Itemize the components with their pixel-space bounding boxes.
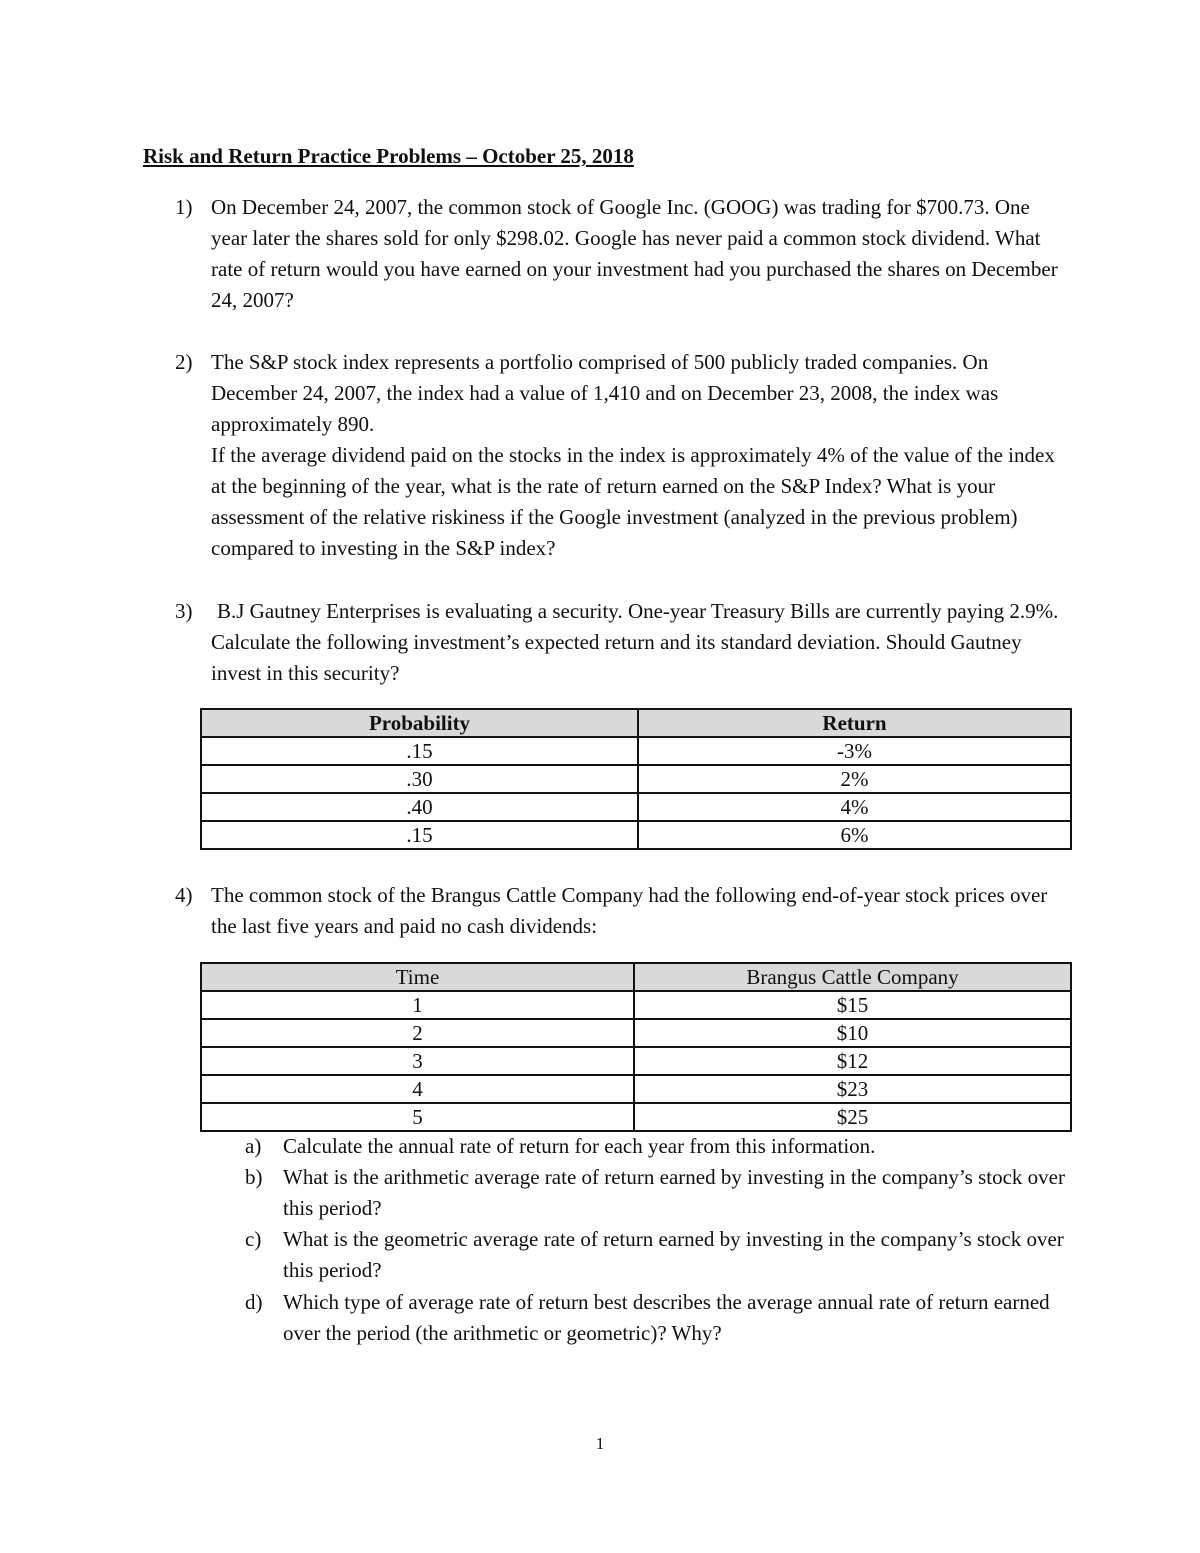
problem-text: The S&P stock index represents a portfolio comprised of 500 publicly traded companies. On December 24, 2007, the index had a value of 1,410 and on December 23, 2008, the index was approximately 890. bbox=[211, 350, 999, 436]
cell-time: 3 bbox=[201, 1047, 634, 1075]
subquestion-text: Calculate the annual rate of return for each year from this information. bbox=[283, 1134, 876, 1158]
subquestion-label: c) bbox=[245, 1227, 262, 1251]
problem-1 bbox=[175, 192, 1061, 316]
table-row bbox=[201, 1103, 1071, 1131]
cell-probability: .30 bbox=[201, 765, 638, 793]
cell-return: 6% bbox=[638, 821, 1071, 849]
problem-text: The common stock of the Brangus Cattle Company had the following end-of-year stock prices over the last five years and paid no cash dividends: bbox=[211, 883, 1048, 938]
subquestion-label: d) bbox=[245, 1290, 263, 1314]
cell-price: $15 bbox=[634, 991, 1071, 1019]
cell-probability: .15 bbox=[201, 821, 638, 849]
table-row bbox=[201, 821, 1071, 849]
cell-probability: .15 bbox=[201, 737, 638, 765]
cell-return: 4% bbox=[638, 793, 1071, 821]
document-title: Risk and Return Practice Problems – October 25, 2018 bbox=[143, 144, 634, 168]
subquestion-label: b) bbox=[245, 1165, 263, 1189]
subquestion-a bbox=[245, 1131, 1073, 1162]
table-header-row bbox=[201, 963, 1071, 991]
cell-price: $25 bbox=[634, 1103, 1071, 1131]
table-row bbox=[201, 1075, 1071, 1103]
subquestion-c bbox=[245, 1224, 1073, 1286]
table-header-row bbox=[201, 709, 1071, 737]
header-probability: Probability bbox=[201, 709, 638, 737]
subquestion-d bbox=[245, 1287, 1073, 1349]
table-row bbox=[201, 793, 1071, 821]
subquestion-b bbox=[245, 1162, 1073, 1224]
problem-4 bbox=[175, 880, 1071, 942]
cell-price: $23 bbox=[634, 1075, 1071, 1103]
cell-probability: .40 bbox=[201, 793, 638, 821]
cell-time: 5 bbox=[201, 1103, 634, 1131]
problem-number: 2) bbox=[175, 350, 193, 374]
stock-price-table bbox=[200, 962, 1072, 1132]
header-time: Time bbox=[201, 963, 634, 991]
cell-time: 4 bbox=[201, 1075, 634, 1103]
table-row bbox=[201, 991, 1071, 1019]
problem-text-continued: If the average dividend paid on the stocks in the index is approximately 4% of the value of the index at the beginning of the year, what is the rate of return earned on the S&P Index? What is your assessment of the relative riskiness if the Google investment (analyzed in the previous problem) compared to investing in the S&P index? bbox=[211, 443, 1055, 560]
table-row bbox=[201, 1047, 1071, 1075]
cell-return: 2% bbox=[638, 765, 1071, 793]
problem-text: B.J Gautney Enterprises is evaluating a security. One-year Treasury Bills are currently paying 2.9%. Calculate the following investment’s expected return and its standard deviation. Should Gautney invest in this security? bbox=[211, 599, 1059, 685]
cell-price: $12 bbox=[634, 1047, 1071, 1075]
problem-text: On December 24, 2007, the common stock of Google Inc. (GOOG) was trading for $700.73. One year later the shares sold for only $298.02. Google has never paid a common stock dividend. What rate of return would you have earned on your investment had you purchased the shares on December 24, 2007? bbox=[211, 195, 1058, 312]
table-row bbox=[201, 737, 1071, 765]
problem-number: 1) bbox=[175, 195, 193, 219]
cell-price: $10 bbox=[634, 1019, 1071, 1047]
header-return: Return bbox=[638, 709, 1071, 737]
probability-return-table bbox=[200, 708, 1072, 850]
problem-2 bbox=[175, 347, 1071, 564]
subquestion-text: What is the geometric average rate of return earned by investing in the company’s stock over this period? bbox=[283, 1227, 1064, 1282]
table-row bbox=[201, 765, 1071, 793]
subquestion-text: Which type of average rate of return best describes the average annual rate of return earned over the period (the arithmetic or geometric)? Why? bbox=[283, 1290, 1050, 1345]
problem-3 bbox=[175, 596, 1071, 689]
subquestion-label: a) bbox=[245, 1134, 262, 1158]
table-row bbox=[201, 1019, 1071, 1047]
cell-return: -3% bbox=[638, 737, 1071, 765]
cell-time: 1 bbox=[201, 991, 634, 1019]
header-company: Brangus Cattle Company bbox=[634, 963, 1071, 991]
cell-time: 2 bbox=[201, 1019, 634, 1047]
problem-number: 3) bbox=[175, 599, 193, 623]
problem-number: 4) bbox=[175, 883, 193, 907]
page-number: 1 bbox=[595, 1434, 605, 1453]
subquestion-text: What is the arithmetic average rate of return earned by investing in the company’s stock over this period? bbox=[283, 1165, 1065, 1220]
